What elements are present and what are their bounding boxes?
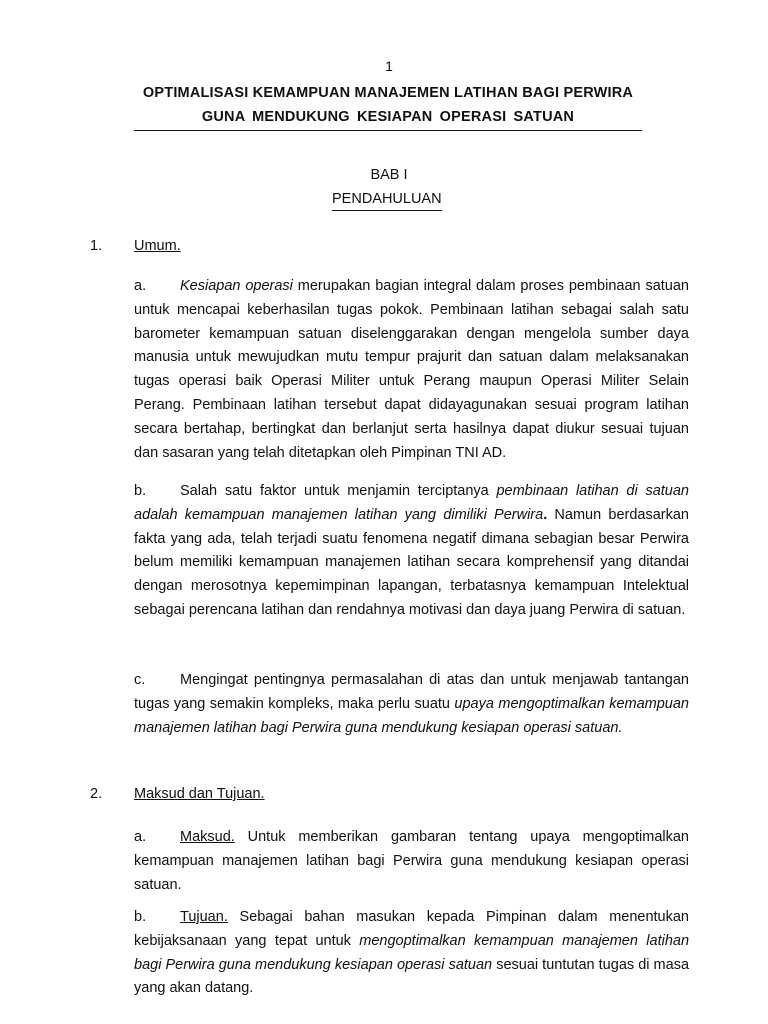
paragraph-1c-label: c. (134, 672, 146, 688)
document-title-line-1: OPTIMALISASI KEMAMPUAN MANAJEMEN LATIHAN BAGI PERWIRA (142, 85, 634, 101)
paragraph-1b (134, 480, 689, 623)
paragraph-1a (134, 275, 689, 465)
section-1-number: 1. (90, 238, 103, 254)
document-title-line-2: GUNA MENDUKUNG KESIAPAN OPERASI SATUAN (201, 109, 575, 125)
paragraph-1c-text: Mengingat pentingnya permasalahan di atas dan untuk menjawab tantangan tugas yang semakin kompleks, maka perlu suatu (134, 672, 689, 712)
paragraph-1b-label: b. (134, 483, 147, 499)
paragraph-2b (134, 906, 689, 1001)
paragraph-2b-emphasis: mengoptimalkan kemampuan manajemen latihan bagi Perwira guna mendukung kesiapan operasi satuan (134, 932, 690, 973)
paragraph-1a-text: merupakan bagian integral dalam proses pembinaan satuan untuk mencapai keberhasilan tugas pokok. Pembinaan latihan sebagai salah satu barometer kemampuan satuan diselenggarakan dengan mengelola sumber daya manusia untuk mewujudkan mutu tempur prajurit dan satuan dalam melaksanakan tugas operasi baik Operasi Militer untuk Perang maupun Operasi Militer Selain Perang. Pembinaan latihan tersebut dapat didayagunakan sesuai program latihan secara bertahap, bertingkat dan berlanjut serta hasilnya dapat diukur sesuai tujuan dan sasaran yang telah ditetapkan oleh Pimpinan TNI AD. (134, 278, 689, 461)
paragraph-2b-text-start: Sebagai bahan masukan kepada Pimpinan dalam menentukan kebijaksanaan yang tepat untuk (134, 909, 689, 949)
paragraph-2a-term: Maksud. (180, 829, 235, 845)
paragraph-1a-label: a. (134, 278, 147, 294)
paragraph-1c-emphasis: upaya mengoptimalkan kemampuan manajemen latihan bagi Perwira guna mendukung kesiapan operasi satuan. (134, 695, 689, 736)
paragraph-1b-period: . (543, 506, 548, 523)
section-2-heading: Maksud dan Tujuan. (134, 786, 265, 802)
paragraph-2b-text-end: sesuai tuntutan tugas di masa yang akan datang. (134, 956, 690, 997)
paragraph-1b-text-end: Namun berdasarkan fakta yang ada, telah terjadi suatu fenomena negatif dimana sebagian besar Perwira belum memiliki kemampuan manajemen latihan secara komprehensif yang ditandai dengan merosotnya kepemimpinan lapangan, terbatasnya kemampuan Intelektual sebagai perencana latihan dan rendahnya motivasi dan daya juang Perwira di satuan. (134, 506, 689, 618)
paragraph-2a (134, 826, 689, 897)
paragraph-2a-label: a. (134, 829, 147, 845)
section-2-number: 2. (90, 786, 103, 802)
chapter-label: BAB I (370, 167, 408, 183)
paragraph-1c (134, 669, 689, 740)
paragraph-2b-label: b. (134, 909, 147, 925)
title-underline (134, 130, 642, 131)
paragraph-2b-term: Tujuan. (180, 909, 228, 925)
paragraph-2a-text: Untuk memberikan gambaran tentang upaya mengoptimalkan kemampuan manajemen latihan bagi Perwira guna mendukung kesiapan operasi satuan. (134, 829, 689, 893)
paragraph-1a-emphasis: Kesiapan operasi (180, 278, 293, 294)
paragraph-1b-emphasis: pembinaan latihan di satuan adalah kemampuan manajemen latihan yang dimiliki Perwira (134, 483, 689, 523)
section-1-heading: Umum. (134, 238, 181, 254)
paragraph-1b-text-start: Salah satu faktor untuk menjamin terciptanya (180, 483, 497, 499)
chapter-title: PENDAHULUAN (332, 191, 442, 211)
page-number: 1 (385, 58, 393, 74)
